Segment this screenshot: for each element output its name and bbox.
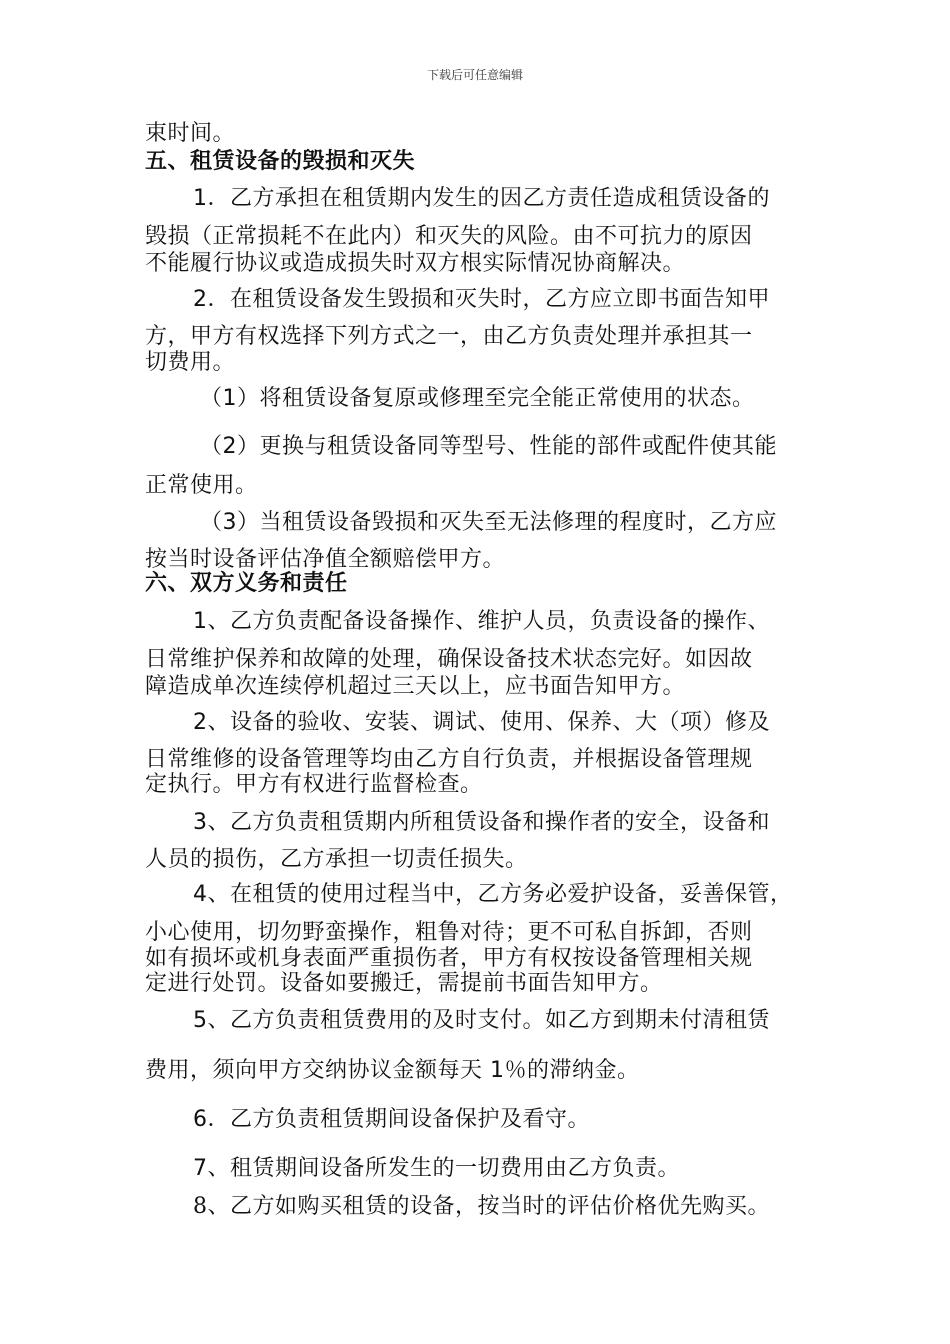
text-line: （2）更换与租赁设备同等型号、性能的部件或配件使其能 — [200, 434, 777, 459]
text-line: 6．乙方负责租赁期间设备保护及看守。 — [193, 1107, 590, 1132]
section-heading: 六、双方义务和责任 — [145, 571, 348, 596]
text-line: 障造成单次连续停机超过三天以上，应书面告知甲方。 — [145, 674, 686, 699]
text-line: 切费用。 — [145, 350, 236, 375]
text-line: 小心使用，切勿野蛮操作，粗鲁对待；更不可私自拆卸，否则 — [145, 920, 753, 945]
text-line: （1）将租赁设备复原或修理至完全能正常使用的状态。 — [200, 386, 755, 411]
text-line: 定进行处罚。设备如要搬迁，需提前书面告知甲方。 — [145, 971, 663, 996]
text-line: 按当时设备评估净值全额赔偿甲方。 — [145, 547, 506, 572]
text-line: 费用，须向甲方交纳协议金额每天 1％的滞纳金。 — [145, 1058, 640, 1083]
text-line: 束时间。 — [145, 121, 236, 146]
text-line: 7、租赁期间设备所发生的一切费用由乙方负责。 — [193, 1156, 680, 1181]
text-line: 1．乙方承担在租赁期内发生的因乙方责任造成租赁设备的 — [193, 186, 770, 211]
text-line: （3）当租赁设备毁损和灭失至无法修理的程度时，乙方应 — [200, 510, 777, 535]
page-header: 下载后可任意编辑 — [426, 68, 523, 82]
section-heading: 五、租赁设备的毁损和灭失 — [145, 149, 416, 174]
text-line: 人员的损伤，乙方承担一切责任损失。 — [145, 847, 528, 872]
text-line: 正常使用。 — [145, 473, 258, 498]
text-line: 如有损坏或机身表面严重损伤者，甲方有权按设备管理相关规 — [145, 946, 753, 971]
text-line: 2、设备的验收、安装、调试、使用、保养、大（项）修及 — [193, 710, 770, 735]
text-line: 3、乙方负责租赁期内所租赁设备和操作者的安全，设备和 — [193, 810, 770, 835]
text-line: 方，甲方有权选择下列方式之一，由乙方负责处理并承担其一 — [145, 324, 753, 349]
text-line: 日常维修的设备管理等均由乙方自行负责，并根据设备管理规 — [145, 747, 753, 772]
text-line: 2．在租赁设备发生毁损和灭失时，乙方应立即书面告知甲 — [193, 287, 770, 312]
text-line: 不能履行协议或造成损失时双方根实际情况协商解决。 — [145, 251, 686, 276]
text-line: 8、乙方如购买租赁的设备，按当时的评估价格优先购买。 — [193, 1194, 770, 1219]
text-line: 5、乙方负责租赁费用的及时支付。如乙方到期未付清租赁 — [193, 1008, 770, 1033]
text-line: 1、乙方负责配备设备操作、维护人员，负责设备的操作、 — [193, 609, 770, 634]
text-line: 毁损（正常损耗不在此内）和灭失的风险。由不可抗力的原因 — [145, 224, 753, 249]
text-line: 定执行。甲方有权进行监督检查。 — [145, 772, 483, 797]
text-line: 日常维护保养和故障的处理，确保设备技术状态完好。如因故 — [145, 647, 753, 672]
text-line: 4、在租赁的使用过程当中，乙方务必爱护设备，妥善保管， — [193, 882, 793, 907]
